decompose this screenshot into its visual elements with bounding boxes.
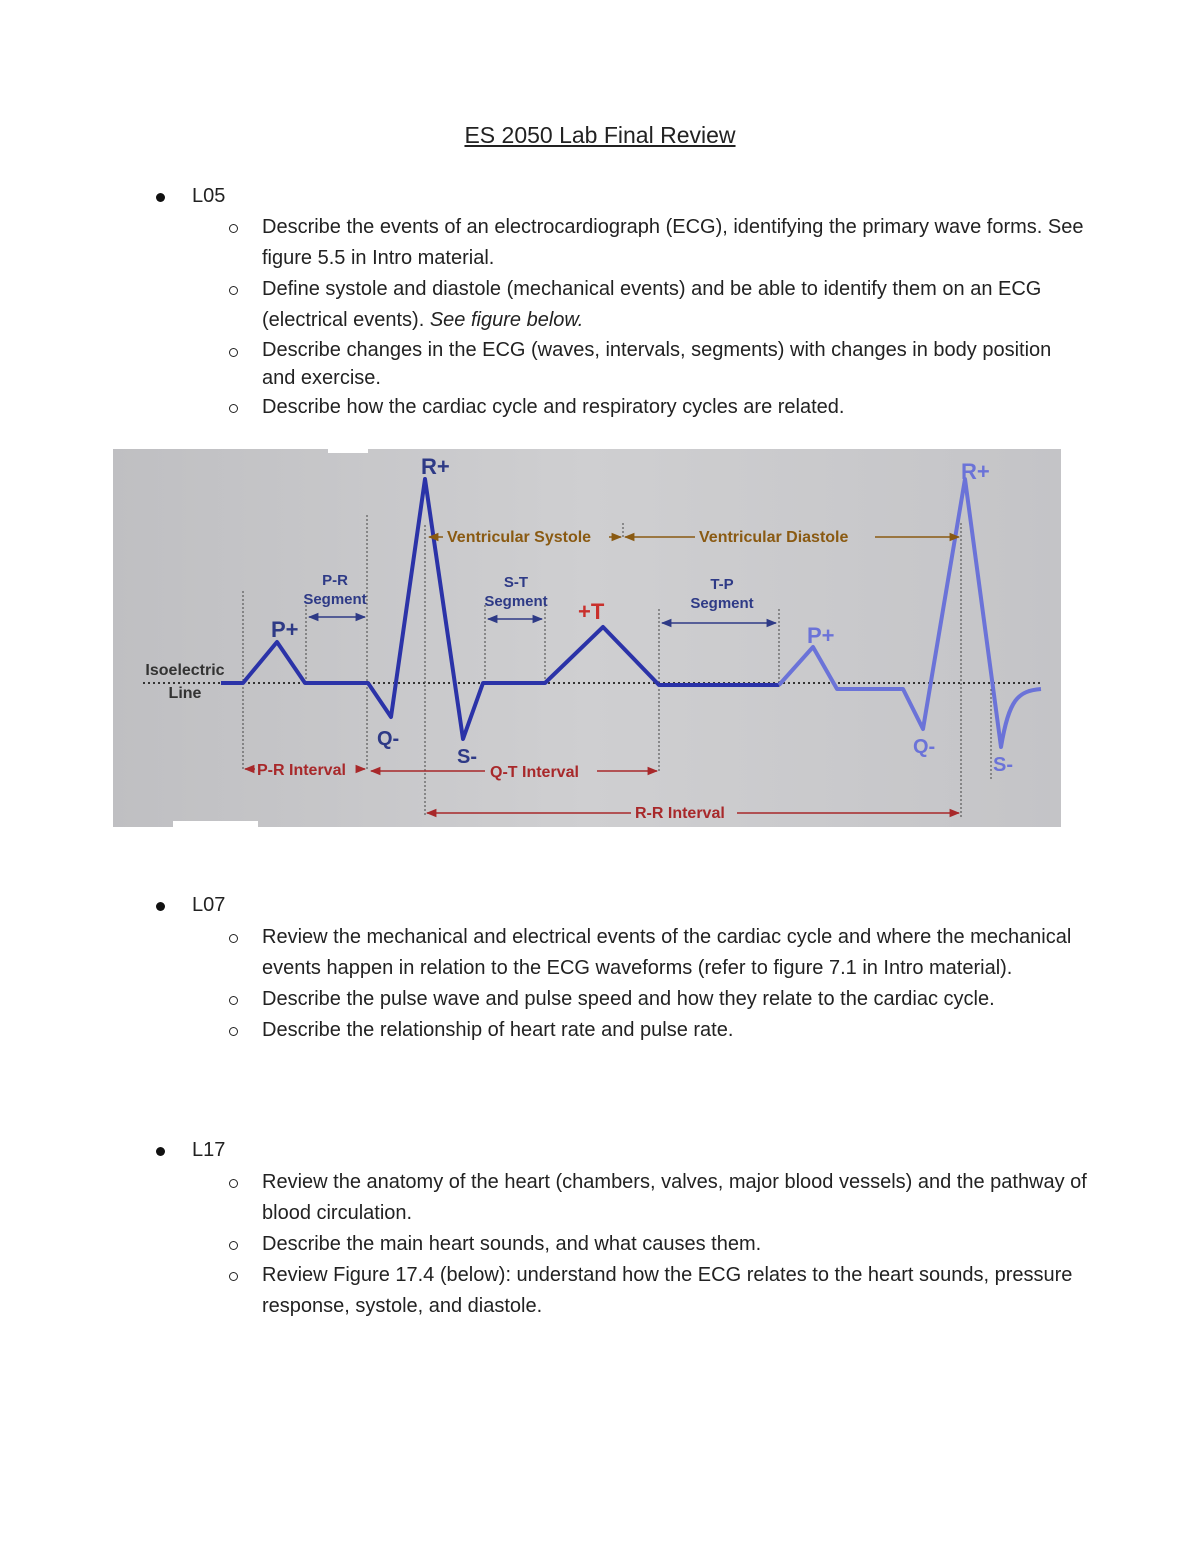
section-heading: L17: [150, 1135, 1090, 1165]
qt-interval-label: Q-T Interval: [490, 764, 579, 781]
list-item: Describe the events of an electrocardiograph (ECG), identifying the primary wave forms. See figure 5.5 in Intro material.: [150, 212, 1090, 274]
bullet-circle: [229, 996, 238, 1005]
bullet-circle: [229, 224, 238, 233]
bullet-dot: [156, 1147, 165, 1156]
pr-segment-label: P-R: [322, 572, 348, 589]
p-wave-label: P+: [807, 623, 835, 648]
figure-background: [113, 449, 1061, 827]
page-title: ES 2050 Lab Final Review: [464, 122, 736, 148]
sub-list: [150, 922, 1090, 1046]
list-item: Review Figure 17.4 (below): understand how the ECG relates to the heart sounds, pressure response, systole, and diastole.: [150, 1260, 1090, 1322]
bullet-circle: [229, 348, 238, 357]
bullet-circle: [229, 1272, 238, 1281]
ecg-figure: [113, 449, 1061, 827]
list-item: Define systole and diastole (mechanical events) and be able to identify them on an ECG (electrical events). See figure below.: [150, 274, 1090, 336]
list-item: Describe the relationship of heart rate and pulse rate.: [150, 1015, 1090, 1046]
st-segment-label: Segment: [484, 593, 548, 610]
photo-glare: [328, 449, 368, 453]
section-l07: [150, 890, 1090, 1046]
bullet-circle: [229, 404, 238, 413]
list-item: Review the mechanical and electrical events of the cardiac cycle and where the mechanical events happen in relation to the ECG waveforms (refer to figure 7.1 in Intro material).: [150, 922, 1090, 984]
bullet-circle: [229, 286, 238, 295]
tp-segment-label: T-P: [710, 576, 734, 593]
sub-list: [150, 1167, 1090, 1322]
q-wave-label: Q-: [377, 728, 400, 750]
isoelectric-label: Line: [168, 685, 202, 702]
list-item: Describe the main heart sounds, and what causes them.: [150, 1229, 1090, 1260]
st-segment-label: S-T: [503, 574, 529, 591]
rr-interval-label: R-R Interval: [635, 805, 725, 822]
ecg-diagram: [113, 449, 1061, 827]
bullet-dot: [156, 193, 165, 202]
q-wave-label: Q-: [913, 736, 936, 758]
isoelectric-label: Isoelectric: [145, 662, 225, 679]
photo-glare: [173, 821, 258, 827]
r-wave-label: R+: [961, 459, 990, 484]
ventricular-systole-label: Ventricular Systole: [447, 529, 592, 546]
p-wave-label: P+: [271, 617, 299, 642]
section-l05: [150, 181, 1090, 423]
list-item: Describe the pulse wave and pulse speed and how they relate to the cardiac cycle.: [150, 984, 1090, 1015]
ventricular-diastole-label: Ventricular Diastole: [699, 529, 849, 546]
bullet-dot: [156, 902, 165, 911]
bullet-circle: [229, 1027, 238, 1036]
list-item: Review the anatomy of the heart (chambers, valves, major blood vessels) and the pathway of blood circulation.: [150, 1167, 1090, 1229]
bullet-circle: [229, 934, 238, 943]
list-item: Describe how the cardiac cycle and respiratory cycles are related.: [150, 392, 1090, 423]
section-heading: L07: [150, 890, 1090, 920]
section-heading: L05: [150, 181, 1090, 211]
sub-list: [150, 212, 1090, 423]
s-wave-label: S-: [457, 746, 477, 768]
tp-segment-label: Segment: [690, 595, 754, 612]
section-l17: [150, 1135, 1090, 1322]
r-wave-label: R+: [421, 454, 450, 479]
list-item: Describe changes in the ECG (waves, intervals, segments) with changes in body position and exercise.: [150, 336, 1090, 392]
t-wave-label: +T: [578, 599, 605, 624]
bullet-circle: [229, 1241, 238, 1250]
pr-interval-label: P-R Interval: [257, 762, 346, 779]
pr-segment-label: Segment: [303, 591, 367, 608]
s-wave-label: S-: [993, 754, 1013, 776]
bullet-circle: [229, 1179, 238, 1188]
